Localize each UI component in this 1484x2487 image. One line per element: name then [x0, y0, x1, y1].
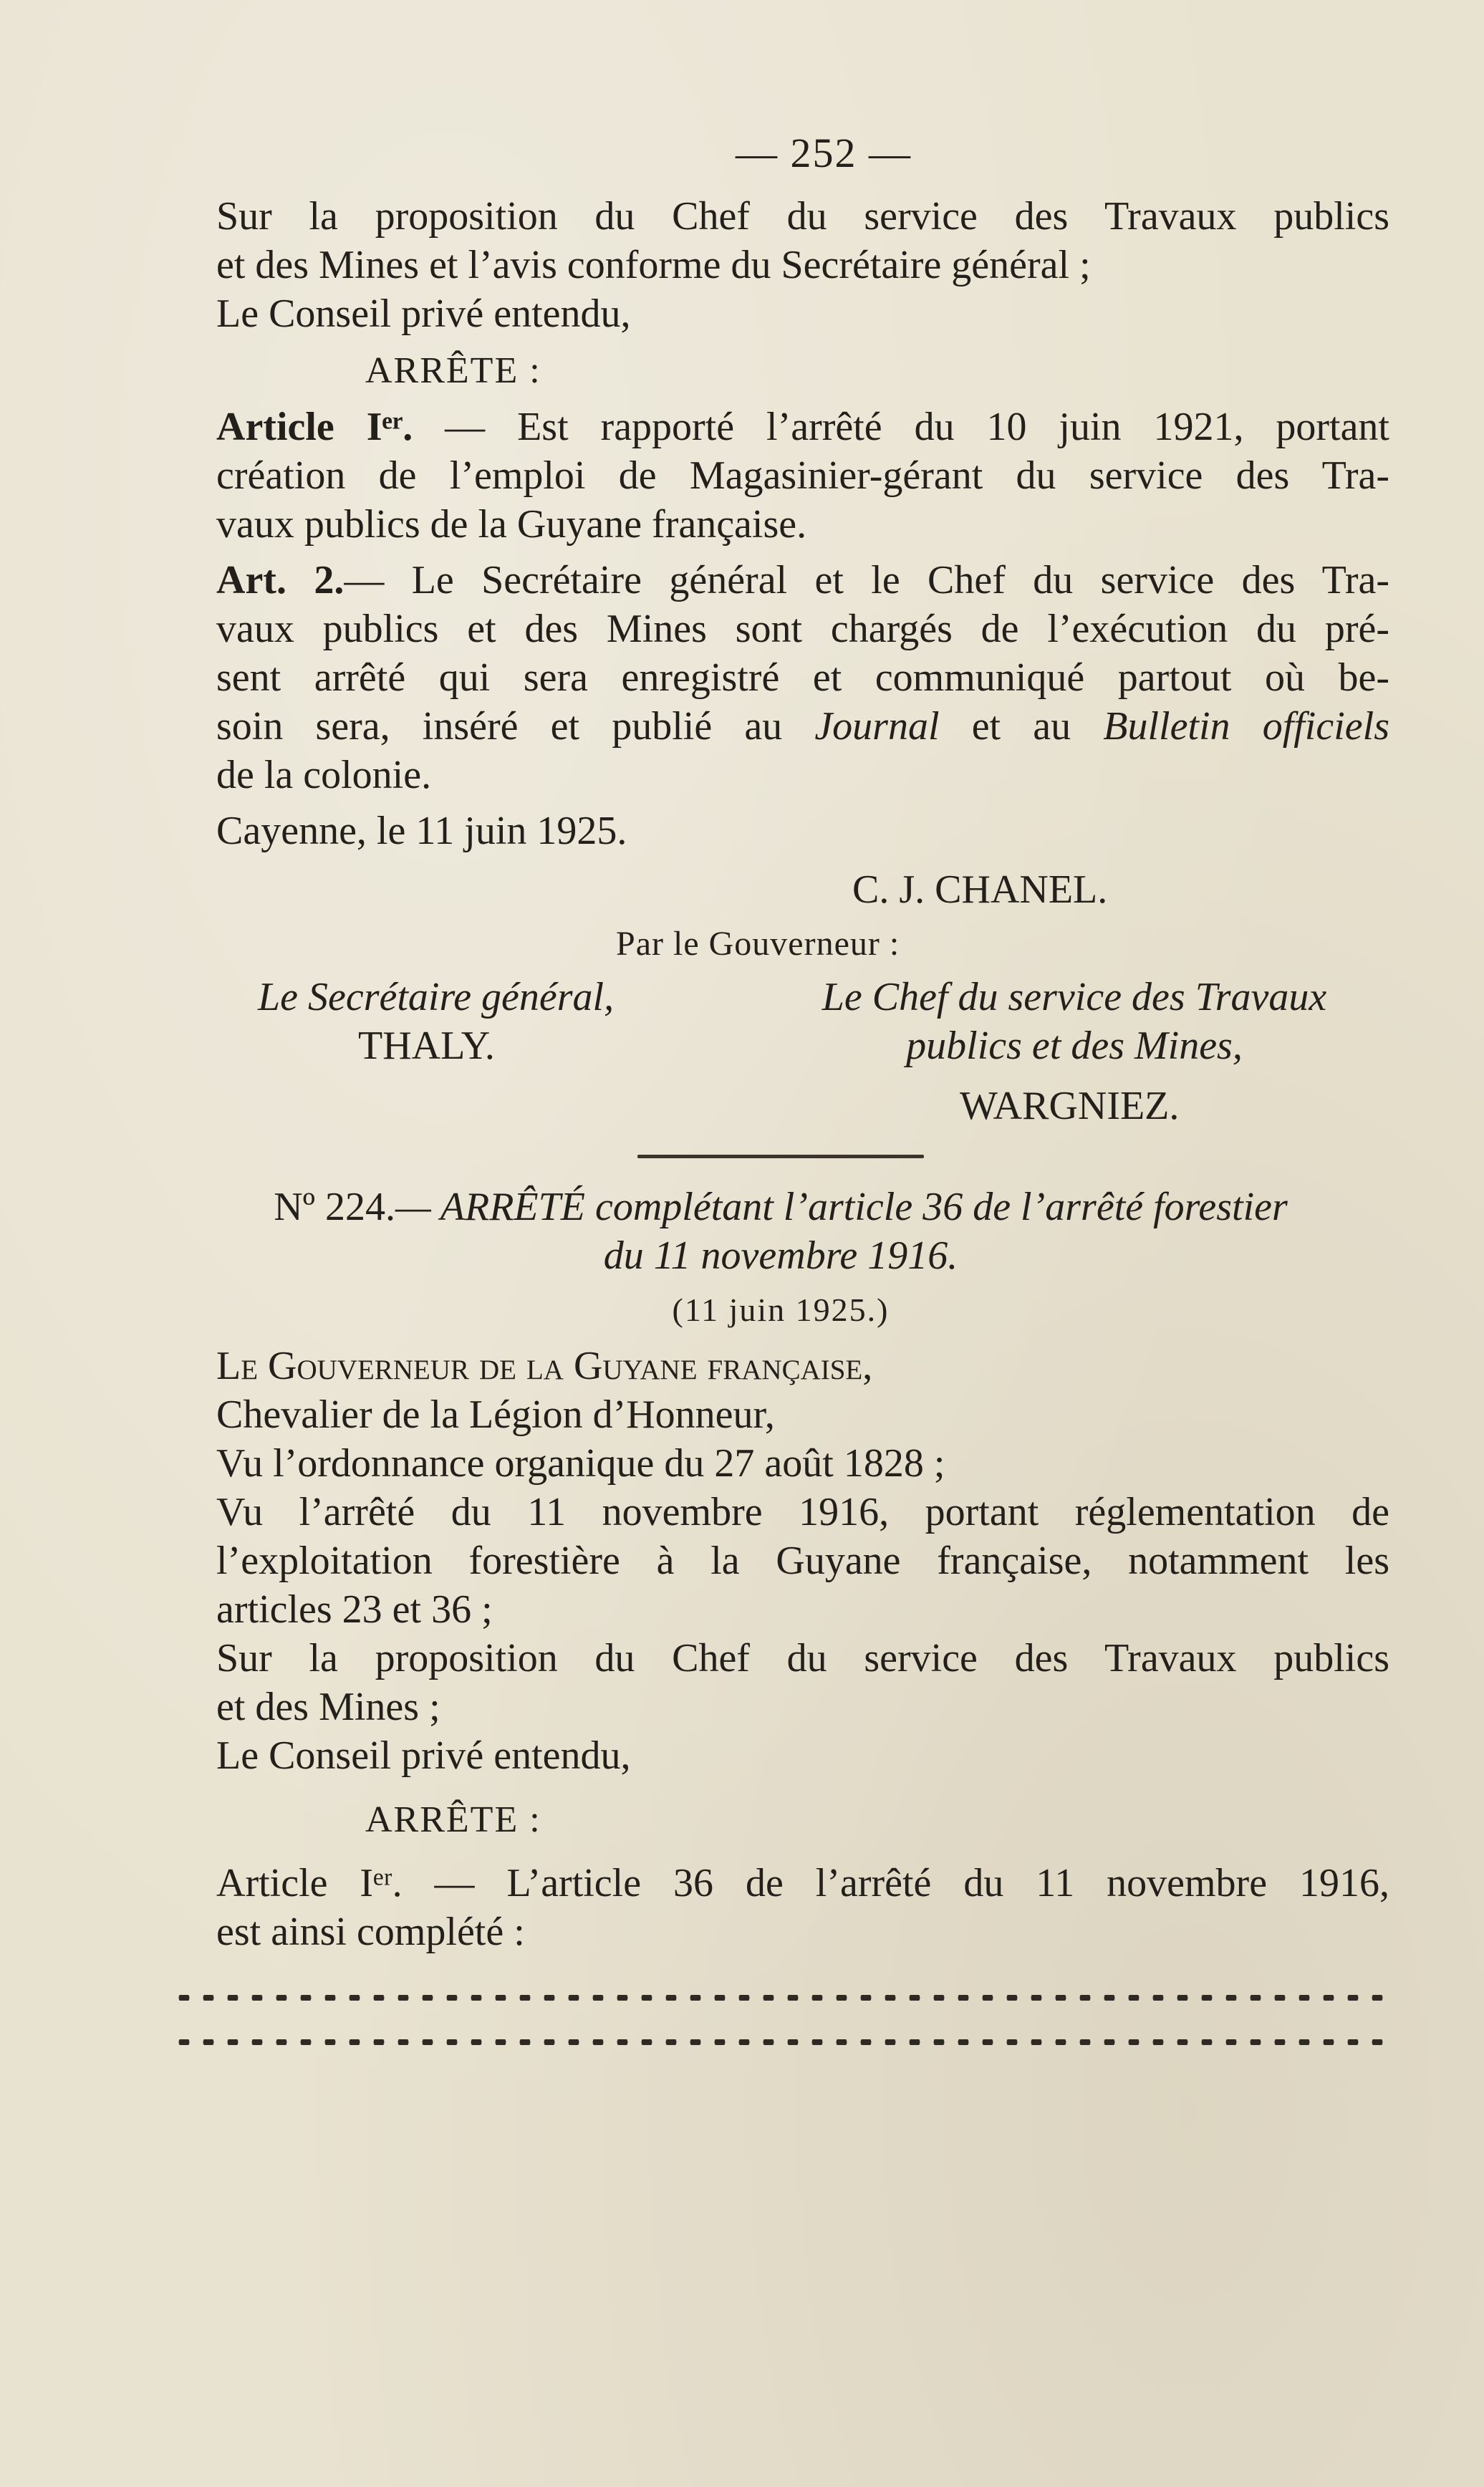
- secretary-signature-block: [172, 973, 688, 1070]
- chief-name: WARGNIEZ.: [960, 1084, 1180, 1128]
- article-2-paragraph: [172, 556, 1389, 799]
- article-2-label: Art. 2.: [216, 558, 344, 602]
- article-2-line-4: [172, 702, 1389, 751]
- governor-line-2: Chevalier de la Légion d’Honneur,: [216, 1392, 775, 1437]
- place-date: Cayenne, le 11 juin 1925.: [216, 809, 627, 853]
- proposition-line-1: Sur la proposition du Chef du service des Travaux publics: [216, 194, 1389, 239]
- vu-ordonnance: Vu l’ordonnance organique du 27 août 1828 ;: [216, 1441, 945, 1486]
- vu-arrete-line-1: Vu l’arrêté du 11 novembre 1916, portant réglementation de: [216, 1490, 1389, 1534]
- conseil-paragraph: Le Conseil privé entendu,: [216, 292, 631, 336]
- article-1-line-2: création de l’emploi de Magasinier-gérant du service des Tra-: [216, 453, 1389, 498]
- secretary-title: Le Secrétaire général,: [258, 975, 615, 1019]
- vu-arrete-line-3: articles 23 et 36 ;: [216, 1587, 493, 1632]
- chief-title-line-2: publics et des Mines,: [906, 1024, 1243, 1068]
- page-text: [172, 129, 1389, 2054]
- arrete-224-title-text-1: — ARRÊTÉ complétant l’article 36 de l’arrêté forestier: [395, 1185, 1288, 1229]
- proposition-2-paragraph: [172, 1634, 1389, 1731]
- proposition-2-line-1: Sur la proposition du Chef du service des Travaux publics: [216, 1636, 1389, 1680]
- arrete-2-heading: ARRÊTE :: [365, 1799, 541, 1840]
- dot-leader-row-2: [172, 2039, 1389, 2045]
- section-divider: [637, 1155, 924, 1158]
- article-224-1-line-2: est ainsi complété :: [216, 1910, 525, 1954]
- article-224-1-paragraph: [172, 1859, 1389, 1956]
- article-1-line-3: vaux publics de la Guyane française.: [216, 502, 807, 547]
- article-1-paragraph: [172, 403, 1389, 549]
- article-2-line-3: sent arrêté qui sera enregistré et communiqué partout où be-: [216, 655, 1389, 700]
- article-224-1-line-1: Article Iᵉʳ. — L’article 36 de l’arrêté du 11 novembre 1916,: [216, 1861, 1389, 1905]
- vu-arrete-paragraph: [172, 1488, 1389, 1634]
- article-2-text-4b: et au: [939, 704, 1104, 749]
- arrete-224-date: (11 juin 1925.): [672, 1291, 890, 1328]
- arrete-224-title-line-2: du 11 novembre 1916.: [603, 1233, 958, 1278]
- countersignatures: [172, 973, 1389, 1070]
- proposition-2-line-2: et des Mines ;: [216, 1685, 440, 1729]
- article-2-text-1: — Le Secrétaire général et le Chef du service des Tra-: [344, 558, 1389, 602]
- article-1-line-1: [172, 403, 1389, 451]
- governor-signature: C. J. CHANEL.: [852, 867, 1108, 912]
- article-1-text-1: — Est rapporté l’arrêté du 10 juin 1921, portant: [413, 405, 1389, 449]
- governor-line-1: Le Gouverneur de la Guyane française,: [216, 1344, 873, 1388]
- arrete-number: Nº 224.: [274, 1185, 396, 1229]
- arrete-224-title: [172, 1183, 1389, 1280]
- chief-title-line-1: Le Chef du service des Travaux: [822, 975, 1327, 1019]
- secretary-name: THALY.: [358, 1024, 495, 1068]
- proposition-line-2: et des Mines et l’avis conforme du Secrétaire général ;: [216, 243, 1091, 287]
- arrete-heading: ARRÊTE :: [365, 350, 541, 391]
- article-2-text-4a: soin sera, inséré et publié au: [216, 704, 815, 749]
- par-le-gouverneur: Par le Gouverneur :: [616, 925, 900, 963]
- journal-title: Journal: [814, 704, 940, 749]
- article-2-line-2: vaux publics et des Mines sont chargés de l’exécution du pré-: [216, 607, 1389, 651]
- page-number: — 252 —: [736, 130, 912, 176]
- arrete-224-title-line-1: [172, 1183, 1389, 1231]
- article-2-line-1: [172, 556, 1389, 605]
- vu-arrete-line-2: l’exploitation forestière à la Guyane française, notamment les: [216, 1539, 1389, 1583]
- dot-leader-row-1: [172, 1995, 1389, 2001]
- ellipsis-dot-leaders: [172, 1989, 1389, 2054]
- bulletin-title: Bulletin officiels: [1103, 704, 1389, 749]
- proposition-paragraph: [172, 192, 1389, 289]
- chief-signature-block: [759, 973, 1389, 1070]
- article-1-label: Article Iᵉʳ.: [216, 405, 413, 449]
- article-2-line-5: de la colonie.: [216, 753, 432, 797]
- conseil-2-paragraph: Le Conseil privé entendu,: [216, 1733, 631, 1778]
